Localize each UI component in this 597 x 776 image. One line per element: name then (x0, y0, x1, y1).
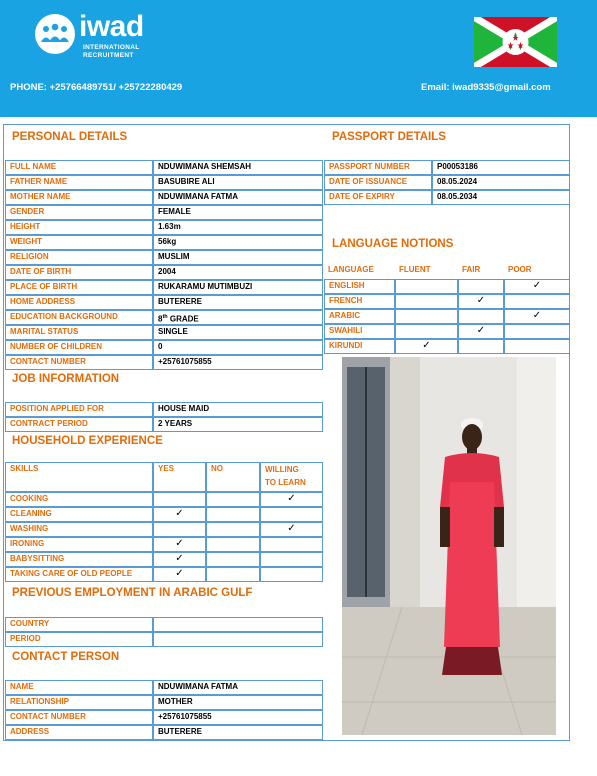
skill-yes-cell (153, 492, 206, 507)
job-label: CONTRACT PERIOD (5, 417, 153, 432)
skills-willing-header-line: WILLING (265, 465, 299, 474)
personal-label: EDUCATION BACKGROUND (5, 310, 153, 325)
previous-value (153, 632, 323, 647)
household-experience-heading: HOUSEHOLD EXPERIENCE (12, 435, 163, 447)
skill-willing-cell: ✓ (260, 522, 323, 537)
burundi-flag-icon (474, 17, 557, 67)
job-information-heading: JOB INFORMATION (12, 373, 120, 385)
personal-value: MUSLIM (153, 250, 323, 265)
job-value: HOUSE MAID (153, 402, 323, 417)
personal-label: FULL NAME (5, 160, 153, 175)
personal-value: 1.63m (153, 220, 323, 235)
skill-yes-cell: ✓ (153, 552, 206, 567)
personal-value: SINGLE (153, 325, 323, 340)
personal-label: WEIGHT (5, 235, 153, 250)
passport-label: PASSPORT NUMBER (324, 160, 432, 175)
skill-yes-cell (153, 522, 206, 537)
skill-no-cell (206, 507, 260, 522)
personal-value: NDUWIMANA SHEMSAH (153, 160, 323, 175)
applicant-photo (342, 357, 556, 735)
language-poor-cell (504, 339, 570, 354)
skills-header: SKILLS (5, 462, 153, 492)
skill-yes-cell: ✓ (153, 507, 206, 522)
language-fluent-cell (395, 279, 458, 294)
language-name: FRENCH (324, 294, 395, 309)
contact-label: RELATIONSHIP (5, 695, 153, 710)
skill-name: IRONING (5, 537, 153, 552)
personal-value: 8th GRADE (153, 310, 323, 325)
personal-label: NUMBER OF CHILDREN (5, 340, 153, 355)
skill-no-cell (206, 567, 260, 582)
skill-name: COOKING (5, 492, 153, 507)
personal-value: FEMALE (153, 205, 323, 220)
contact-value: BUTERERE (153, 725, 323, 740)
previous-value (153, 617, 323, 632)
language-name: ENGLISH (324, 279, 395, 294)
passport-label: DATE OF EXPIRY (324, 190, 432, 205)
personal-label: HOME ADDRESS (5, 295, 153, 310)
logo-people-icon (35, 14, 75, 54)
language-header: POOR (508, 265, 532, 274)
language-notions-heading: LANGUAGE NOTIONS (332, 238, 454, 250)
contact-label: CONTACT NUMBER (5, 710, 153, 725)
language-fluent-cell (395, 309, 458, 324)
skill-name: TAKING CARE OF OLD PEOPLE (5, 567, 153, 582)
job-label: POSITION APPLIED FOR (5, 402, 153, 417)
language-poor-cell: ✓ (504, 279, 570, 294)
previous-label: PERIOD (5, 632, 153, 647)
skills-willing-header-line: TO LEARN (265, 478, 306, 487)
previous-label: COUNTRY (5, 617, 153, 632)
passport-value: P00053186 (432, 160, 570, 175)
personal-label: MOTHER NAME (5, 190, 153, 205)
skill-no-cell (206, 492, 260, 507)
logo-subtitle (83, 44, 140, 60)
skill-willing-cell: ✓ (260, 492, 323, 507)
skill-no-cell (206, 552, 260, 567)
skills-yes-header: YES (153, 462, 206, 492)
language-name: ARABIC (324, 309, 395, 324)
skill-willing-cell (260, 507, 323, 522)
email-address: Email: iwad9335@gmail.com (421, 82, 551, 93)
personal-value: 56kg (153, 235, 323, 250)
language-poor-cell (504, 324, 570, 339)
job-value: 2 YEARS (153, 417, 323, 432)
skills-no-header: NO (206, 462, 260, 492)
personal-label: MARITAL STATUS (5, 325, 153, 340)
personal-value: NDUWIMANA FATMA (153, 190, 323, 205)
applicant-photo-image (342, 357, 556, 735)
personal-label: DATE OF BIRTH (5, 265, 153, 280)
language-header: LANGUAGE (328, 265, 374, 274)
previous-employment-heading: PREVIOUS EMPLOYMENT IN ARABIC GULF (12, 587, 253, 599)
contact-label: NAME (5, 680, 153, 695)
contact-value: +25761075855 (153, 710, 323, 725)
personal-details-heading: PERSONAL DETAILS (12, 131, 128, 143)
skill-willing-cell (260, 552, 323, 567)
logo-word: iwad (79, 10, 144, 43)
passport-value: 08.05.2034 (432, 190, 570, 205)
language-poor-cell: ✓ (504, 309, 570, 324)
logo-line-1: INTERNATIONAL (83, 44, 140, 51)
skill-willing-cell (260, 537, 323, 552)
phone-numbers: PHONE: +25766489751/ +25722280429 (10, 82, 183, 93)
personal-label: GENDER (5, 205, 153, 220)
passport-details-heading: PASSPORT DETAILS (332, 131, 446, 143)
personal-value: RUKARAMU MUTIMBUZI (153, 280, 323, 295)
language-header: FLUENT (399, 265, 431, 274)
language-fair-cell: ✓ (458, 324, 504, 339)
language-fair-cell (458, 339, 504, 354)
skill-name: WASHING (5, 522, 153, 537)
personal-value: 2004 (153, 265, 323, 280)
skill-yes-cell: ✓ (153, 567, 206, 582)
language-fair-cell (458, 309, 504, 324)
ordinal-suffix: th (162, 314, 168, 320)
personal-label: RELIGION (5, 250, 153, 265)
skill-willing-cell (260, 567, 323, 582)
language-fluent-cell: ✓ (395, 339, 458, 354)
language-fluent-cell (395, 324, 458, 339)
skill-yes-cell: ✓ (153, 537, 206, 552)
skill-no-cell (206, 537, 260, 552)
personal-value: BASUBIRE ALI (153, 175, 323, 190)
personal-label: FATHER NAME (5, 175, 153, 190)
skill-name: CLEANING (5, 507, 153, 522)
logo-line-2: RECRUITMENT (83, 52, 134, 59)
personal-label: PLACE OF BIRTH (5, 280, 153, 295)
contact-person-heading: CONTACT PERSON (12, 651, 120, 663)
language-header: FAIR (462, 265, 481, 274)
personal-value: +25761075855 (153, 355, 323, 370)
contact-label: ADDRESS (5, 725, 153, 740)
skill-no-cell (206, 522, 260, 537)
personal-value: BUTERERE (153, 295, 323, 310)
passport-value: 08.05.2024 (432, 175, 570, 190)
language-fair-cell (458, 279, 504, 294)
language-name: SWAHILI (324, 324, 395, 339)
passport-label: DATE OF ISSUANCE (324, 175, 432, 190)
personal-value: 0 (153, 340, 323, 355)
page-header (0, 0, 597, 117)
personal-label: HEIGHT (5, 220, 153, 235)
skill-name: BABYSITTING (5, 552, 153, 567)
contact-value: MOTHER (153, 695, 323, 710)
contact-value: NDUWIMANA FATMA (153, 680, 323, 695)
language-name: KIRUNDI (324, 339, 395, 354)
language-fluent-cell (395, 294, 458, 309)
language-fair-cell: ✓ (458, 294, 504, 309)
skills-willing-header (260, 462, 323, 492)
personal-label: CONTACT NUMBER (5, 355, 153, 370)
language-poor-cell (504, 294, 570, 309)
company-logo (35, 10, 165, 70)
